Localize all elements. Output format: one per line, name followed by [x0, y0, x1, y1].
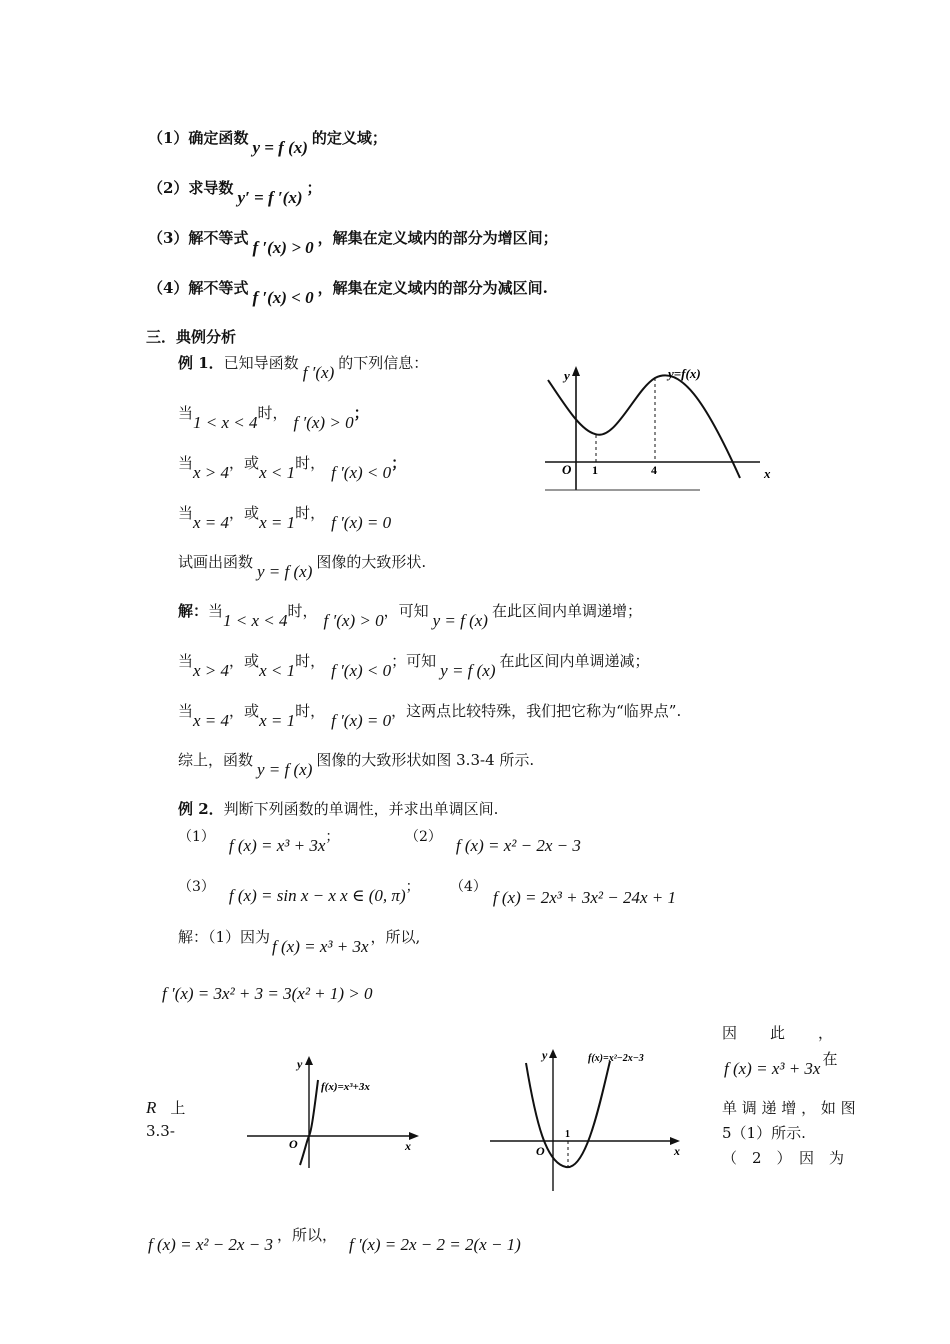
when: 当: [178, 702, 194, 720]
math: f (x) = x² − 2x − 3: [148, 1235, 273, 1254]
math: f (x) = x³ + 3x: [228, 836, 326, 855]
shi: 时，: [295, 702, 326, 720]
sol2-line-b: [148, 1224, 521, 1254]
step-math: y = f (x): [252, 138, 308, 157]
math: f (x) = x² − 2x − 3: [455, 836, 581, 855]
summary-tail: 图像的大致形状如图 3.3-4 所示.: [316, 751, 535, 769]
shi: 时，: [287, 602, 318, 620]
ex2-intro: [178, 798, 498, 819]
sol2-right-5: （ 2 ） 因 为: [722, 1149, 845, 1167]
result: f ′(x) < 0: [331, 463, 392, 482]
step-4: [148, 277, 548, 307]
sol1-line-3: [178, 700, 682, 730]
x-label: x: [674, 1144, 680, 1158]
step-tail: ，解集在定义域内的部分为增区间；: [317, 229, 558, 247]
ex1-cond-3: [178, 502, 392, 532]
num: （4）: [450, 879, 487, 895]
when: 当: [178, 504, 194, 522]
x-label: x: [405, 1139, 411, 1153]
R-symbol: R: [146, 1098, 157, 1117]
section-title: 三．典例分析: [146, 328, 237, 346]
ex2-problem-2: [405, 826, 581, 855]
step-label: （4）解不等式: [148, 279, 249, 297]
y-label: y: [564, 368, 570, 383]
shi: 时，: [295, 652, 326, 670]
sol2-left-1: [146, 1097, 185, 1118]
sol1-line-2: [178, 650, 650, 680]
step-tail: ；: [306, 179, 322, 197]
sol2-left-2: 3.3-: [146, 1122, 175, 1140]
origin-label: O: [289, 1137, 298, 1151]
ex1-intro-tail: 的下列信息：: [338, 354, 429, 372]
sol2-derivative: f ′(x) = 3x² + 3 = 3(x² + 1) > 0: [162, 984, 373, 1003]
tick-1: 1: [592, 463, 598, 477]
step-2: [148, 177, 322, 207]
or: ，或: [229, 652, 260, 670]
tail: ，这两点比较特殊，我们把它称为“临界点”.: [391, 702, 682, 720]
result: f ′(x) = 0: [331, 711, 392, 730]
step-1: [148, 127, 387, 157]
when: 当: [208, 602, 224, 620]
step-math: y′ = f ′(x): [237, 188, 303, 207]
tail: ，所以，: [276, 1226, 337, 1244]
cond-a: x > 4: [193, 661, 230, 680]
know: ；可知: [391, 652, 437, 670]
y-axis-arrow: [305, 1056, 313, 1065]
sol2-tail: ，所以,: [370, 928, 421, 946]
know: ，可知: [383, 602, 429, 620]
x-label: x: [764, 466, 771, 481]
cond-b: x < 1: [259, 463, 296, 482]
result: f ′(x) > 0: [293, 413, 354, 432]
summary-text: 综上，函数: [178, 751, 254, 769]
when: 当: [178, 652, 194, 670]
tail: 在此区间内单调递增；: [491, 602, 642, 620]
ex1-intro-text: 已知导函数: [223, 354, 299, 372]
ex1-label: 例 1．: [178, 354, 224, 372]
step-tail: ，解集在定义域内的部分为减区间.: [317, 279, 548, 297]
or: ，或: [229, 702, 260, 720]
result: f ′(x) > 0: [323, 611, 384, 630]
or: ，或: [229, 454, 260, 472]
ex1-task: [178, 551, 427, 581]
summary-math: y = f (x): [257, 760, 313, 779]
on: 上: [170, 1099, 186, 1117]
cond-b: x = 1: [259, 711, 296, 730]
cond-b: x = 1: [259, 513, 296, 532]
sol2-text: 解：（1）因为: [178, 928, 271, 946]
end: ；: [405, 879, 420, 895]
ex2-label: 例 2．: [178, 800, 224, 818]
tick-1: 1: [565, 1129, 570, 1140]
ex2-problem-1: [178, 826, 340, 855]
sol2-math: f (x) = x³ + 3x: [272, 937, 369, 956]
math: f (x) = sin x − x x ∈ (0, π): [228, 886, 406, 905]
math: f (x) = x³ + 3x: [724, 1059, 821, 1078]
task-math: y = f (x): [257, 562, 313, 581]
y-label: y: [542, 1048, 548, 1062]
tick-4: 4: [651, 463, 657, 477]
y-axis-arrow: [549, 1049, 557, 1058]
num: （2）: [405, 829, 442, 845]
ex2-text: 判断下列函数的单调性，并求出单调区间.: [223, 800, 499, 818]
origin-label: O: [562, 462, 572, 477]
end: ；: [325, 829, 340, 845]
cond-a: x = 4: [193, 513, 230, 532]
shi: 时，: [295, 504, 326, 522]
y-axis-arrow: [572, 366, 580, 376]
func: y = f (x): [440, 661, 496, 680]
sol2-line-a: [178, 926, 421, 956]
step-3: [148, 227, 558, 257]
graph-ex2-2: [488, 1043, 688, 1193]
step-math: f ′(x) > 0: [252, 238, 314, 257]
result: f ′(x) < 0: [331, 661, 392, 680]
task-tail: 图像的大致形状.: [316, 553, 427, 571]
task-text: 试画出函数: [178, 553, 254, 571]
curve-label: y=f(x): [668, 366, 701, 381]
step-math: f ′(x) < 0: [252, 288, 314, 307]
shi: 时，: [295, 454, 326, 472]
end: ；: [391, 454, 407, 472]
ex1-intro: [178, 352, 429, 382]
step-tail: 的定义域；: [311, 129, 387, 147]
deriv: f ′(x) = 2x − 2 = 2(x − 1): [348, 1235, 521, 1254]
sol2-right-3: 单 调 递 增 ， 如 图: [722, 1099, 856, 1117]
end: ；: [353, 404, 369, 422]
when: 当: [178, 454, 194, 472]
sol-label: 解：: [178, 602, 209, 620]
math: f (x) = 2x³ + 3x² − 24x + 1: [492, 888, 676, 907]
func: y = f (x): [432, 611, 488, 630]
cond-a: x = 4: [193, 711, 230, 730]
when: 当: [178, 404, 194, 422]
sol2-right-4: 5（1）所示.: [722, 1124, 806, 1142]
shi: 时，: [257, 404, 288, 422]
y-label: y: [297, 1057, 303, 1071]
cond: 1 < x < 4: [193, 413, 258, 432]
ex2-problem-4: [450, 876, 676, 907]
result: f ′(x) = 0: [331, 513, 392, 532]
cond-a: x > 4: [193, 463, 230, 482]
ex1-intro-math: f ′(x): [302, 363, 335, 382]
or: ，或: [229, 504, 260, 522]
sol2-right-1: 因 此 ，: [722, 1024, 835, 1042]
curve-label: f(x)=x³+3x: [321, 1081, 370, 1093]
num: （1）: [178, 829, 215, 845]
tail: 在此区间内单调递减；: [499, 652, 650, 670]
ex1-cond-1: [178, 402, 369, 432]
sol1-summary: [178, 749, 535, 779]
step-label: （2）求导数: [148, 179, 234, 197]
cond-b: x < 1: [259, 661, 296, 680]
cond: 1 < x < 4: [223, 611, 288, 630]
step-label: （3）解不等式: [148, 229, 249, 247]
sol2-right-2: [722, 1048, 838, 1078]
curve-label: f(x)=x²−2x−3: [588, 1053, 644, 1064]
step-label: （1）确定函数: [148, 129, 249, 147]
ex1-cond-2: [178, 452, 407, 482]
graph-ex1: [540, 360, 780, 495]
num: （3）: [178, 879, 215, 895]
tail: 在: [822, 1050, 838, 1068]
sol1-line-1: [178, 600, 642, 630]
ex2-problem-3: [178, 876, 420, 905]
origin-label: O: [536, 1144, 545, 1158]
graph-ex2-1: [245, 1050, 430, 1170]
